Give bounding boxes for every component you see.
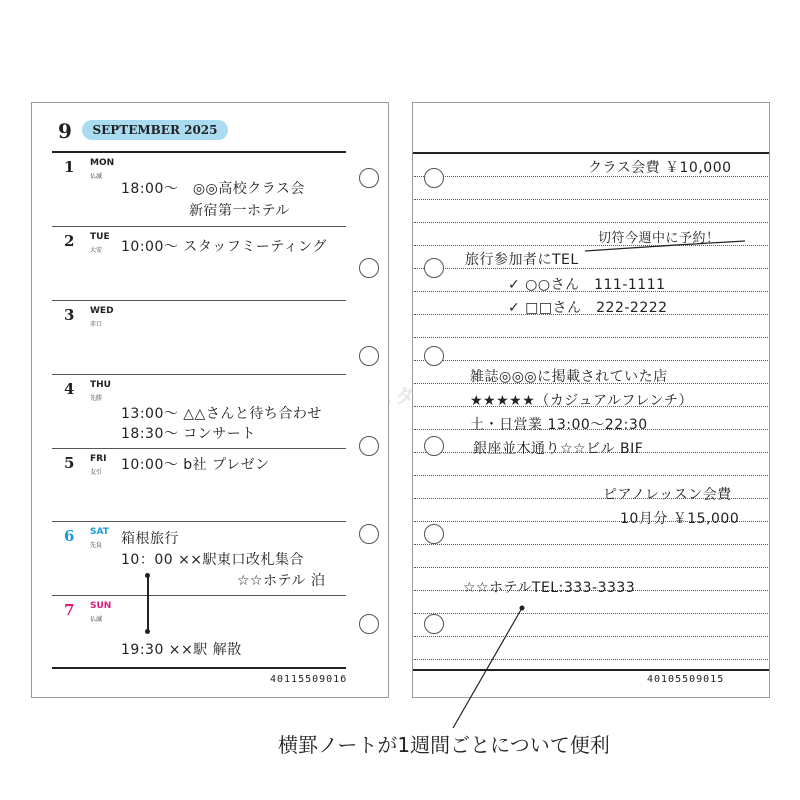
- day-number: 3: [64, 306, 75, 324]
- entry-text: 10：00 ××駅東口改札集合: [121, 552, 305, 568]
- day-number: 6: [64, 527, 75, 545]
- day-of-week: FRI: [90, 454, 107, 464]
- entry-text: ☆☆ホテル 泊: [237, 573, 326, 589]
- watermark: 文具スタイル: [328, 384, 461, 408]
- day-number: 2: [64, 232, 75, 250]
- note-text: 切符今週中に予約！: [598, 231, 720, 246]
- rokuyo: 先負: [90, 542, 103, 549]
- entry-text: 10:00〜 スタッフミーティング: [121, 239, 327, 255]
- rokuyo: 仏滅: [90, 616, 103, 623]
- day-of-week: THU: [90, 380, 111, 390]
- rokuyo: 先勝: [90, 395, 103, 402]
- day-of-week: SAT: [90, 527, 109, 537]
- entry-text: 箱根旅行: [121, 531, 179, 547]
- note-text: ピアノレッスン会費: [603, 487, 732, 503]
- day-of-week: TUE: [90, 232, 110, 242]
- rokuyo: 赤口: [90, 321, 103, 328]
- note-text: 旅行参加者にTEL: [465, 252, 579, 268]
- month-number: 9: [58, 119, 72, 143]
- note-text: クラス会費 ￥10,000: [588, 160, 732, 176]
- day-number: 4: [64, 380, 75, 398]
- note-text: 雑誌◎◎◎に掲載されていた店: [470, 369, 668, 385]
- rokuyo: 友引: [90, 469, 103, 476]
- rokuyo: 仏滅: [90, 173, 103, 180]
- product-code: 40105509015: [647, 674, 725, 685]
- note-text: ✓ □□さん 222-2222: [508, 300, 668, 316]
- entry-text: 18:30〜 コンサート: [121, 426, 256, 442]
- day-of-week: WED: [90, 306, 114, 316]
- product-code: 4011550901б: [270, 674, 348, 685]
- day-number: 5: [64, 454, 75, 472]
- entry-text: 19:30 ××駅 解散: [121, 642, 242, 658]
- note-text: ★★★★★（カジュアルフレンチ）: [470, 393, 694, 409]
- day-of-week: SUN: [90, 601, 112, 611]
- day-number: 7: [64, 601, 75, 619]
- entry-text: 10:00〜 b社 プレゼン: [121, 457, 270, 473]
- note-text: 10月分 ￥15,000: [620, 511, 740, 527]
- note-text: ☆☆ホテルTEL:333-3333: [463, 580, 636, 596]
- entry-text: 18:00〜 ◎◎高校クラス会: [121, 181, 305, 197]
- day-number: 1: [64, 158, 75, 176]
- entry-text: 新宿第一ホテル: [189, 203, 290, 219]
- note-text: 銀座並木通り☆☆ビル BIF: [473, 441, 644, 457]
- note-text: 土・日営業 13:00〜22:30: [470, 417, 648, 433]
- rokuyo: 大安: [90, 247, 103, 254]
- caption: 横罫ノートが1週間ごとについて便利: [278, 733, 610, 757]
- note-text: ✓ ○○さん 111-1111: [508, 277, 666, 293]
- entry-text: 13:00〜 △△さんと待ち合わせ: [121, 406, 322, 422]
- month-label: SEPTEMBER 2025: [82, 120, 228, 140]
- day-of-week: MON: [90, 158, 115, 168]
